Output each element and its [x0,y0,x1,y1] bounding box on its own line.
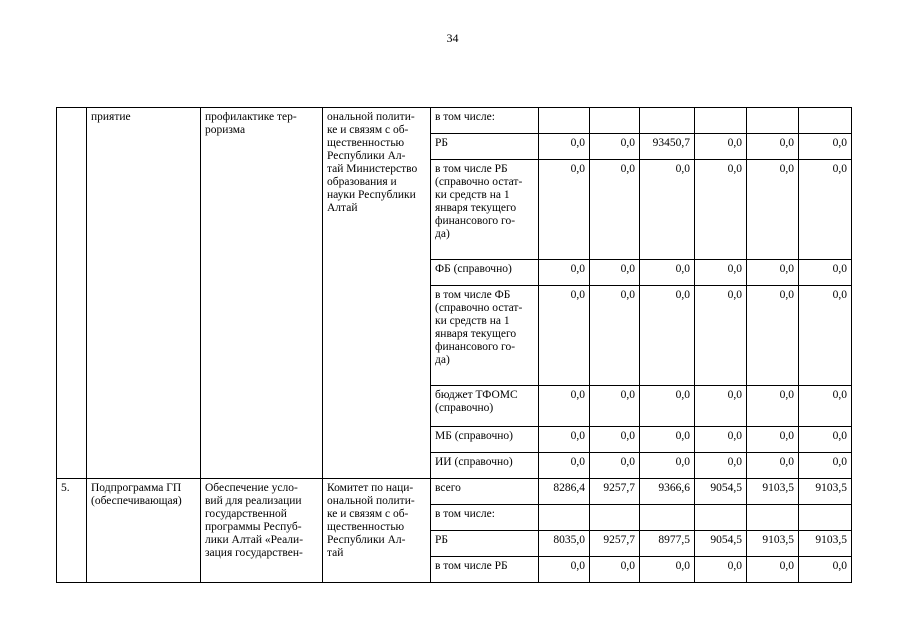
amount-cell-year-1: 0,0 [539,260,590,286]
funding-source-cell: ФБ (справочно) [431,260,539,286]
amount-cell-year-3: 0,0 [640,286,695,386]
amount-cell-year-1: 8286,4 [539,479,590,505]
amount-cell-year-4: 0,0 [695,286,747,386]
amount-cell-year-3: 93450,7 [640,134,695,160]
executor-cell: Комитет по наци- ональной полити- ке и связям с об- щественностью Республики Ал- тай [323,479,431,583]
amount-cell-year-1: 0,0 [539,160,590,260]
amount-cell-year-1 [539,108,590,134]
amount-cell-year-6: 0,0 [799,260,852,286]
program-name-cell: приятие [87,108,201,479]
funding-source-cell: в том числе РБ [431,557,539,583]
amount-cell-year-3: 0,0 [640,453,695,479]
amount-cell-year-5: 0,0 [747,557,799,583]
amount-cell-year-4: 9054,5 [695,479,747,505]
funding-source-cell: МБ (справочно) [431,427,539,453]
amount-cell-year-2 [590,505,640,531]
amount-cell-year-2: 0,0 [590,134,640,160]
amount-cell-year-3 [640,108,695,134]
amount-cell-year-2: 0,0 [590,286,640,386]
amount-cell-year-4: 0,0 [695,260,747,286]
amount-cell-year-5: 0,0 [747,453,799,479]
amount-cell-year-5: 0,0 [747,260,799,286]
amount-cell-year-2: 9257,7 [590,479,640,505]
amount-cell-year-2: 9257,7 [590,531,640,557]
amount-cell-year-1: 8035,0 [539,531,590,557]
amount-cell-year-3: 0,0 [640,260,695,286]
amount-cell-year-5: 0,0 [747,386,799,427]
amount-cell-year-2: 0,0 [590,427,640,453]
amount-cell-year-1: 0,0 [539,557,590,583]
amount-cell-year-4: 0,0 [695,386,747,427]
amount-cell-year-6: 9103,5 [799,479,852,505]
amount-cell-year-2: 0,0 [590,557,640,583]
amount-cell-year-5: 0,0 [747,427,799,453]
amount-cell-year-5 [747,505,799,531]
amount-cell-year-6: 0,0 [799,453,852,479]
amount-cell-year-5 [747,108,799,134]
amount-cell-year-2 [590,108,640,134]
funding-source-cell: всего [431,479,539,505]
table-row [57,479,852,505]
amount-cell-year-2: 0,0 [590,160,640,260]
budget-table [56,107,852,583]
amount-cell-year-6: 0,0 [799,160,852,260]
page-number: 34 [446,31,459,45]
amount-cell-year-1: 0,0 [539,427,590,453]
amount-cell-year-5: 0,0 [747,134,799,160]
funding-source-cell: ИИ (справочно) [431,453,539,479]
amount-cell-year-4: 0,0 [695,453,747,479]
executor-cell: ональной полити- ке и связям с об- щественностью Республики Ал- тай Министерство образования и науки Республики Алтай [323,108,431,479]
amount-cell-year-1 [539,505,590,531]
amount-cell-year-1: 0,0 [539,453,590,479]
funding-source-cell: РБ [431,134,539,160]
amount-cell-year-6: 9103,5 [799,531,852,557]
amount-cell-year-4: 0,0 [695,557,747,583]
amount-cell-year-5: 9103,5 [747,531,799,557]
amount-cell-year-2: 0,0 [590,386,640,427]
amount-cell-year-1: 0,0 [539,286,590,386]
row-number-cell: 5. [57,479,87,583]
amount-cell-year-6 [799,108,852,134]
amount-cell-year-5: 0,0 [747,160,799,260]
amount-cell-year-3: 0,0 [640,386,695,427]
amount-cell-year-5: 9103,5 [747,479,799,505]
amount-cell-year-4: 0,0 [695,427,747,453]
funding-source-cell: в том числе: [431,505,539,531]
funding-source-cell: в том числе РБ (справочно остат- ки средств на 1 января текущего финансового го- да) [431,160,539,260]
amount-cell-year-6: 0,0 [799,557,852,583]
amount-cell-year-3 [640,505,695,531]
table-row [57,108,852,134]
amount-cell-year-1: 0,0 [539,134,590,160]
amount-cell-year-4 [695,505,747,531]
amount-cell-year-4 [695,108,747,134]
amount-cell-year-4: 0,0 [695,134,747,160]
amount-cell-year-3: 9366,6 [640,479,695,505]
amount-cell-year-6: 0,0 [799,386,852,427]
amount-cell-year-2: 0,0 [590,260,640,286]
amount-cell-year-5: 0,0 [747,286,799,386]
amount-cell-year-6: 0,0 [799,134,852,160]
event-name-cell: профилактике тер- роризма [201,108,323,479]
funding-source-cell: бюджет ТФОМС (справочно) [431,386,539,427]
amount-cell-year-6: 0,0 [799,427,852,453]
amount-cell-year-4: 0,0 [695,160,747,260]
funding-source-cell: в том числе: [431,108,539,134]
funding-source-cell: в том числе ФБ (справочно остат- ки средств на 1 января текущего финансового го- да) [431,286,539,386]
amount-cell-year-3: 0,0 [640,427,695,453]
amount-cell-year-3: 0,0 [640,557,695,583]
amount-cell-year-3: 0,0 [640,160,695,260]
amount-cell-year-4: 9054,5 [695,531,747,557]
event-name-cell: Обеспечение усло- вий для реализации государственной программы Респуб- лики Алтай «Реали- зация государствен- [201,479,323,583]
amount-cell-year-6: 0,0 [799,286,852,386]
funding-source-cell: РБ [431,531,539,557]
amount-cell-year-6 [799,505,852,531]
amount-cell-year-1: 0,0 [539,386,590,427]
amount-cell-year-2: 0,0 [590,453,640,479]
program-name-cell: Подпрограмма ГП (обеспечивающая) [87,479,201,583]
row-number-cell [57,108,87,479]
amount-cell-year-3: 8977,5 [640,531,695,557]
